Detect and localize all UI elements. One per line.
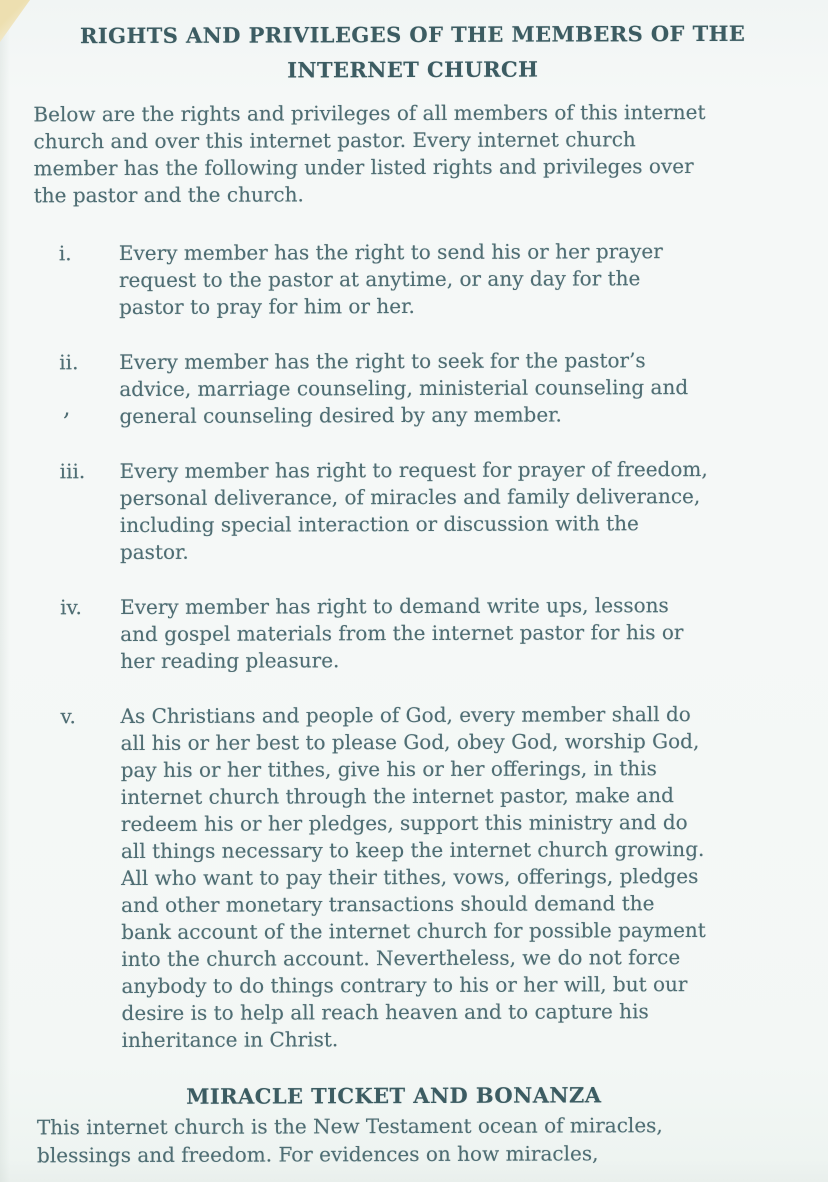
- stray-ink-mark: ,: [63, 393, 71, 421]
- document-title: RIGHTS AND PRIVILEGES OF THE MEMBERS OF THE INTERNET CHURCH: [79, 20, 746, 83]
- rights-item-iv: [60, 592, 794, 676]
- rights-item-i: [59, 238, 793, 322]
- rights-list: [59, 238, 796, 1055]
- section-heading-miracle-ticket: MIRACLE TICKET AND BONANZA: [186, 1082, 602, 1109]
- list-item-text: As Christians and people of God, every member shall do all his or her best to please God, obey God, worship God, pay his or her tithes, give his or her offerings, in this internet church through the internet pastor, make and redeem his or her pledges, support this ministry and do all things necessary to keep the internet church growing. All who want to pay their tithes, vows, offerings, pledges and other monetary transactions should demand the bank account of the internet church for possible payment into the church account. Nevertheless, we do not force anybody to do things contrary to his or her will, but our desire is to help all reach heaven and to capture his inheritance in Christ.: [120, 702, 706, 1053]
- rights-item-v: [60, 701, 795, 1055]
- list-item-text: Every member has the right to send his or her prayer request to the pastor at anytime, or any day for the pastor to pray for him or her.: [118, 239, 663, 320]
- list-numeral: i.: [58, 241, 72, 266]
- list-numeral: iii.: [59, 459, 86, 484]
- rights-item-ii: [59, 347, 793, 431]
- rights-item-iii: [60, 456, 794, 567]
- list-item-text: Every member has right to request for prayer of freedom, personal deliverance, of miracles and family deliverance, including special interaction or discussion with the pastor.: [119, 456, 708, 565]
- section-paragraph: This internet church is the New Testament ocean of miracles, blessings and freedom. For evidences on how miracles,: [36, 1113, 663, 1167]
- list-item-text: Every member has right to demand write ups, lessons and gospel materials from the internet pastor for his or her reading pleasure.: [120, 593, 684, 674]
- intro-paragraph: Below are the rights and privileges of all members of this internet church and over this internet pastor. Every internet church member has the following under listed rights and privileges over the pastor and the church.: [33, 99, 706, 208]
- list-numeral: iv.: [60, 595, 82, 620]
- list-numeral: v.: [60, 704, 76, 729]
- list-numeral: ii.: [59, 350, 79, 375]
- list-item-text: Every member has the right to seek for the pastor’s advice, marriage counseling, ministerial counseling and general counseling desired by any member.: [119, 348, 689, 429]
